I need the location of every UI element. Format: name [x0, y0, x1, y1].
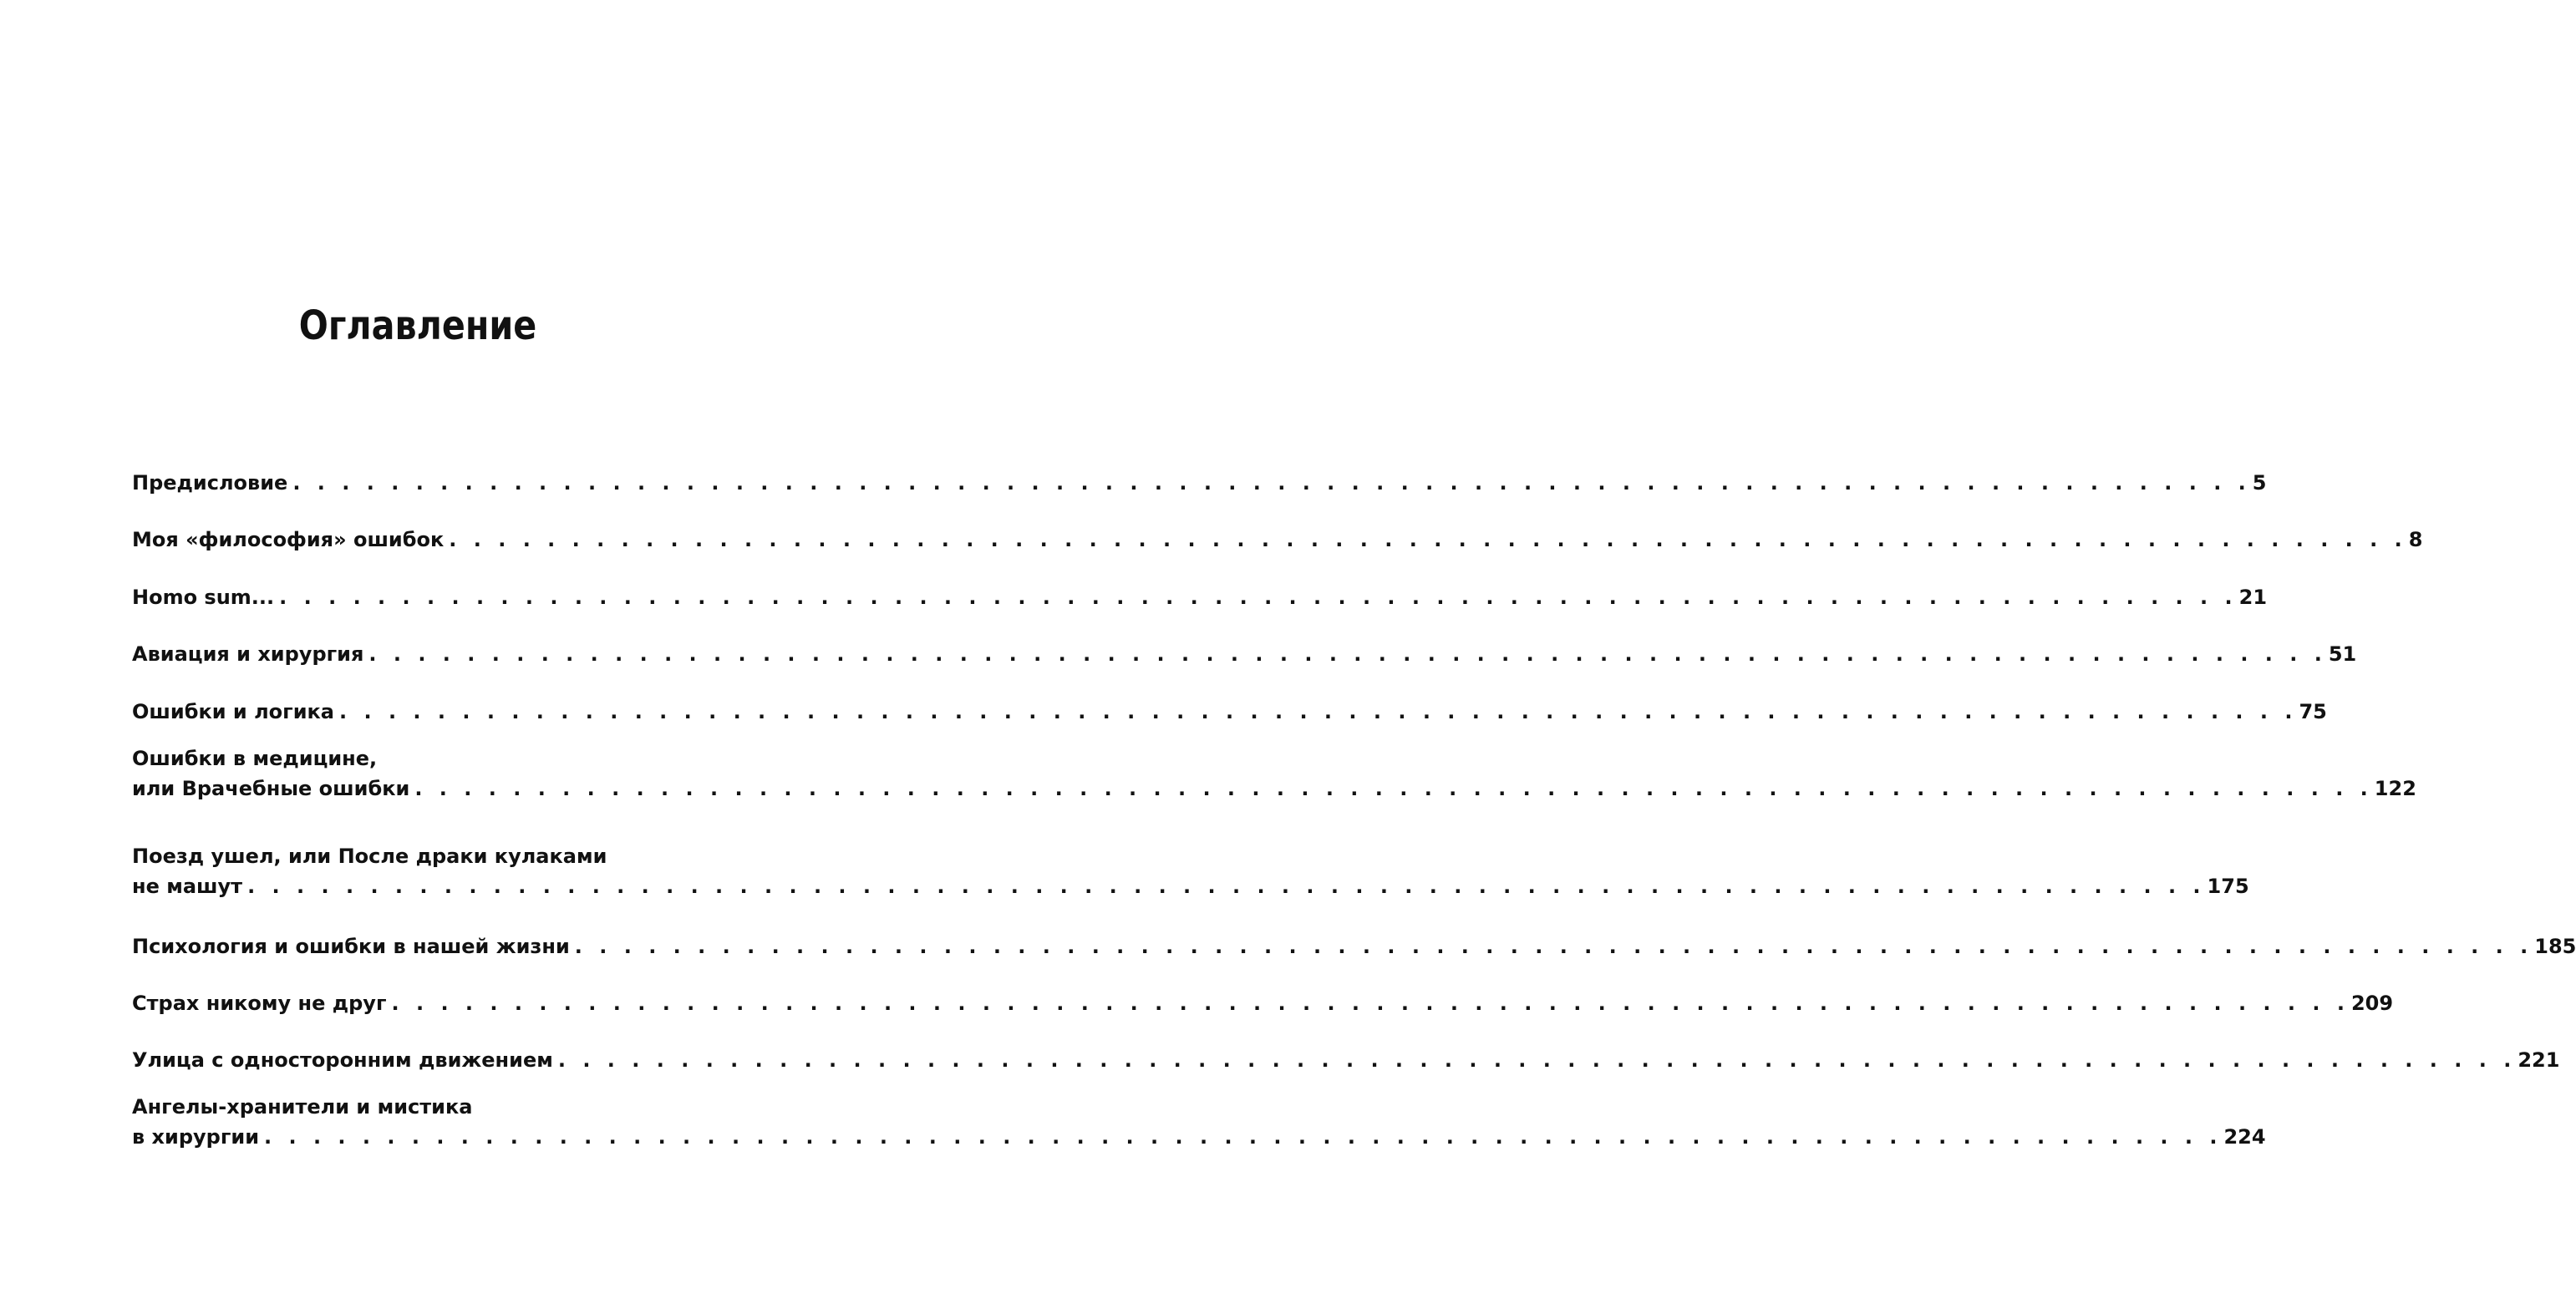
toc-entry-title: Предисловие [132, 471, 288, 495]
toc-line [132, 697, 2327, 727]
toc-page-number: 8 [2408, 528, 2423, 551]
toc-entry-title: не машут [132, 875, 243, 898]
toc-line [132, 988, 2394, 1018]
dot-leader: . . . . . . . . . . . . . . . . . . . . . . . . . . . . . . . . . . . . . . . . . . . . . . . . . . . . . . . . . . . . . . . . . . . . . . . . . . . . . . . . [391, 992, 2350, 1015]
toc-entry-title: Ошибки и логика [132, 700, 335, 723]
dot-leader: . . . . . . . . . . . . . . . . . . . . . . . . . . . . . . . . . . . . . . . . . . . . . . . . . . . . . . . . . . . . . . . . . . . . . . . . . . . . . . . . [414, 777, 2373, 800]
dot-leader: . . . . . . . . . . . . . . . . . . . . . . . . . . . . . . . . . . . . . . . . . . . . . . . . . . . . . . . . . . . . . . . . . . . . . . . . . . . . . . . . [339, 700, 2298, 723]
page-title: Оглавление [298, 302, 537, 349]
toc-line [132, 931, 2576, 961]
toc-entry[interactable] [132, 1045, 2560, 1075]
toc-page-number: 75 [2299, 700, 2327, 723]
toc-entry[interactable] [132, 639, 2357, 669]
dot-leader: . . . . . . . . . . . . . . . . . . . . . . . . . . . . . . . . . . . . . . . . . . . . . . . . . . . . . . . . . . . . . . . . . . . . . . . . . . . . . . . . [449, 528, 2407, 551]
toc-page-number: 51 [2328, 642, 2357, 666]
toc-line [132, 841, 694, 871]
toc-entry-title: Психология и ошибки в нашей жизни [132, 935, 570, 958]
toc-entry[interactable] [132, 525, 2423, 555]
toc-line [132, 525, 2423, 555]
toc-line [132, 871, 2249, 901]
toc-page-number: 175 [2207, 875, 2249, 898]
toc-entry-title: Поезд ушел, или После драки кулаками [132, 845, 607, 868]
toc-line [132, 743, 694, 774]
toc-line [132, 1122, 2266, 1152]
toc-entry-title: Улица с односторонним движением [132, 1048, 553, 1072]
toc-page-number: 209 [2350, 992, 2394, 1015]
toc-line [132, 582, 2268, 612]
toc-page-number: 221 [2518, 1048, 2560, 1072]
toc-entry-title: Ангелы-хранители и мистика [132, 1095, 473, 1119]
dot-leader: . . . . . . . . . . . . . . . . . . . . . . . . . . . . . . . . . . . . . . . . . . . . . . . . . . . . . . . . . . . . . . . . . . . . . . . . . . . . . . . . [557, 1048, 2517, 1072]
toc-entry-title: Авиация и хирургия [132, 642, 364, 666]
toc-entry[interactable] [132, 468, 2267, 498]
dot-leader: . . . . . . . . . . . . . . . . . . . . . . . . . . . . . . . . . . . . . . . . . . . . . . . . . . . . . . . . . . . . . . . . . . . . . . . . . . . . . . . . [292, 471, 2251, 495]
toc-page-number: 224 [2223, 1125, 2266, 1149]
toc-line [132, 1045, 2560, 1075]
toc-entry-title: Страх никому не друг [132, 992, 387, 1015]
toc-page-number: 122 [2374, 777, 2416, 800]
dot-leader: . . . . . . . . . . . . . . . . . . . . . . . . . . . . . . . . . . . . . . . . . . . . . . . . . . . . . . . . . . . . . . . . . . . . . . . . . . . . . . . . [574, 935, 2533, 958]
toc-line [132, 774, 2416, 804]
toc-entry[interactable] [132, 988, 2394, 1018]
dot-leader: . . . . . . . . . . . . . . . . . . . . . . . . . . . . . . . . . . . . . . . . . . . . . . . . . . . . . . . . . . . . . . . . . . . . . . . . . . . . . . . . [279, 586, 2238, 609]
toc-entry[interactable] [132, 697, 2327, 727]
toc-entry[interactable] [132, 1092, 2266, 1152]
toc-line [132, 468, 2267, 498]
toc-entry-title: Ошибки в медицине, [132, 747, 378, 770]
toc-page-number: 185 [2534, 935, 2576, 958]
toc-page-number: 21 [2238, 586, 2268, 609]
dot-leader: . . . . . . . . . . . . . . . . . . . . . . . . . . . . . . . . . . . . . . . . . . . . . . . . . . . . . . . . . . . . . . . . . . . . . . . . . . . . . . . . [264, 1125, 2223, 1149]
toc-entry[interactable] [132, 582, 2268, 612]
toc-line [132, 1092, 694, 1122]
toc-entry-title: в хирургии [132, 1125, 260, 1149]
toc-entry-title: Моя «философия» ошибок [132, 528, 445, 551]
dot-leader: . . . . . . . . . . . . . . . . . . . . . . . . . . . . . . . . . . . . . . . . . . . . . . . . . . . . . . . . . . . . . . . . . . . . . . . . . . . . . . . . [368, 642, 2327, 666]
toc-entry-title: или Врачебные ошибки [132, 777, 410, 800]
toc-entry-title: Homo sum... [132, 586, 275, 609]
toc-entry[interactable] [132, 743, 2416, 804]
toc-page-number: 5 [2252, 471, 2267, 495]
toc-entry[interactable] [132, 841, 2249, 901]
toc-entry[interactable] [132, 931, 2576, 961]
toc-line [132, 639, 2357, 669]
dot-leader: . . . . . . . . . . . . . . . . . . . . . . . . . . . . . . . . . . . . . . . . . . . . . . . . . . . . . . . . . . . . . . . . . . . . . . . . . . . . . . . . [247, 875, 2206, 898]
